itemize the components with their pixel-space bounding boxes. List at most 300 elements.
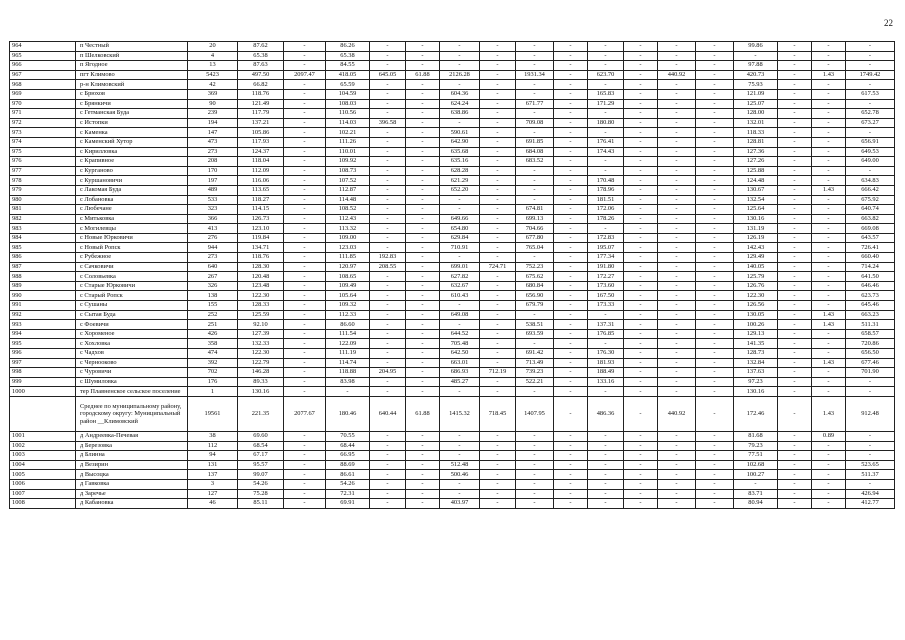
- table-cell: -: [480, 61, 516, 71]
- table-cell: 174.43: [588, 147, 624, 157]
- table-cell: -: [480, 272, 516, 282]
- settlement-name: с Сачковичи: [76, 262, 188, 272]
- table-cell: -: [370, 195, 406, 205]
- table-cell: -: [284, 51, 326, 61]
- table-cell: -: [696, 368, 734, 378]
- table-cell: -: [624, 339, 658, 349]
- table-cell: -: [440, 61, 480, 71]
- table-cell: -: [480, 301, 516, 311]
- table-cell: 95.57: [238, 460, 284, 470]
- table-cell: -: [406, 281, 440, 291]
- table-cell: -: [554, 479, 588, 489]
- settlement-name: тер Плавненское сельское поселение: [76, 387, 188, 397]
- table-cell: -: [846, 479, 895, 489]
- table-cell: -: [696, 377, 734, 387]
- row-number: 996: [10, 349, 76, 359]
- table-cell: -: [624, 431, 658, 441]
- settlement-name: п Ягодное: [76, 61, 188, 71]
- table-cell: -: [554, 377, 588, 387]
- table-cell: 130.05: [734, 310, 778, 320]
- table-cell: -: [440, 118, 480, 128]
- table-cell: 171.29: [588, 99, 624, 109]
- table-row: [10, 157, 895, 167]
- table-cell: -: [554, 489, 588, 499]
- table-cell: -: [554, 42, 588, 52]
- table-cell: -: [696, 470, 734, 480]
- table-cell: -: [812, 205, 846, 215]
- table-cell: -: [812, 99, 846, 109]
- table-cell: -: [812, 460, 846, 470]
- table-cell: -: [658, 281, 696, 291]
- table-cell: 84.55: [326, 61, 370, 71]
- table-cell: 123.10: [238, 224, 284, 234]
- table-cell: -: [370, 42, 406, 52]
- table-cell: -: [624, 499, 658, 509]
- table-cell: -: [406, 320, 440, 330]
- table-cell: -: [370, 451, 406, 461]
- table-cell: -: [778, 396, 812, 431]
- table-cell: -: [326, 387, 370, 397]
- table-cell: -: [696, 451, 734, 461]
- table-cell: -: [480, 253, 516, 263]
- table-cell: -: [658, 253, 696, 263]
- table-cell: -: [554, 329, 588, 339]
- row-number: 980: [10, 195, 76, 205]
- row-number: 984: [10, 233, 76, 243]
- table-cell: -: [588, 479, 624, 489]
- table-cell: -: [406, 441, 440, 451]
- table-cell: 1931.34: [516, 70, 554, 80]
- table-cell: 137.31: [588, 320, 624, 330]
- table-cell: -: [406, 262, 440, 272]
- settlement-name: с Митьковка: [76, 214, 188, 224]
- table-cell: 656.91: [846, 137, 895, 147]
- table-cell: -: [370, 89, 406, 99]
- table-cell: 118.76: [238, 253, 284, 263]
- table-cell: -: [554, 80, 588, 90]
- table-cell: 107.52: [326, 176, 370, 186]
- table-cell: 127.39: [238, 329, 284, 339]
- table-cell: -: [812, 377, 846, 387]
- table-cell: 273: [188, 147, 238, 157]
- table-cell: 641.50: [846, 272, 895, 282]
- table-cell: 125.79: [734, 272, 778, 282]
- table-cell: 413: [188, 224, 238, 234]
- table-cell: 13: [188, 61, 238, 71]
- table-cell: -: [370, 166, 406, 176]
- table-cell: 90: [188, 99, 238, 109]
- table-cell: -: [624, 51, 658, 61]
- table-cell: 118.33: [734, 128, 778, 138]
- table-cell: 649.66: [440, 214, 480, 224]
- page-number: 22: [884, 18, 893, 28]
- table-cell: 677.46: [846, 358, 895, 368]
- table-cell: 208.55: [370, 262, 406, 272]
- table-cell: -: [846, 377, 895, 387]
- table-cell: 72.31: [326, 489, 370, 499]
- table-cell: -: [696, 224, 734, 234]
- table-cell: -: [588, 42, 624, 52]
- table-cell: 512.48: [440, 460, 480, 470]
- table-row: [10, 431, 895, 441]
- table-cell: -: [778, 137, 812, 147]
- table-cell: -: [284, 291, 326, 301]
- table-cell: 366: [188, 214, 238, 224]
- table-cell: 132.54: [734, 195, 778, 205]
- table-cell: -: [658, 272, 696, 282]
- table-cell: -: [284, 339, 326, 349]
- table-cell: -: [516, 310, 554, 320]
- settlement-name: п Честный: [76, 42, 188, 52]
- table-cell: -: [658, 349, 696, 359]
- table-cell: -: [284, 89, 326, 99]
- table-cell: -: [370, 61, 406, 71]
- table-cell: 617.53: [846, 89, 895, 99]
- table-cell: -: [778, 157, 812, 167]
- table-cell: -: [554, 109, 588, 119]
- table-cell: -: [658, 339, 696, 349]
- table-cell: 65.38: [326, 51, 370, 61]
- table-cell: -: [812, 272, 846, 282]
- table-row: [10, 42, 895, 52]
- table-cell: -: [778, 441, 812, 451]
- table-cell: 117.79: [238, 109, 284, 119]
- table-cell: -: [284, 441, 326, 451]
- settlement-name: д Блинна: [76, 451, 188, 461]
- table-cell: -: [812, 128, 846, 138]
- table-cell: 105.86: [238, 128, 284, 138]
- table-cell: -: [658, 89, 696, 99]
- table-cell: 128.33: [238, 301, 284, 311]
- table-cell: -: [370, 460, 406, 470]
- table-cell: -: [658, 301, 696, 311]
- table-cell: 108.03: [326, 99, 370, 109]
- table-cell: -: [812, 233, 846, 243]
- table-cell: -: [554, 262, 588, 272]
- table-cell: -: [284, 61, 326, 71]
- table-cell: -: [370, 109, 406, 119]
- table-cell: -: [812, 349, 846, 359]
- table-cell: 623.73: [846, 291, 895, 301]
- table-cell: -: [480, 157, 516, 167]
- table-cell: 111.19: [326, 349, 370, 359]
- table-cell: -: [812, 339, 846, 349]
- table-cell: -: [480, 339, 516, 349]
- table-cell: -: [624, 262, 658, 272]
- table-cell: 709.08: [516, 118, 554, 128]
- table-row: [10, 253, 895, 263]
- table-cell: -: [778, 224, 812, 234]
- table-cell: 121.49: [238, 99, 284, 109]
- table-cell: -: [588, 339, 624, 349]
- table-row: [10, 339, 895, 349]
- row-number: 970: [10, 99, 76, 109]
- table-cell: -: [406, 349, 440, 359]
- tariff-table: [9, 41, 895, 509]
- table-cell: -: [812, 137, 846, 147]
- table-cell: -: [588, 166, 624, 176]
- table-cell: -: [284, 377, 326, 387]
- table-cell: -: [658, 358, 696, 368]
- table-cell: -: [370, 470, 406, 480]
- table-cell: 70.55: [326, 431, 370, 441]
- table-cell: -: [284, 128, 326, 138]
- table-cell: -: [624, 329, 658, 339]
- table-cell: 675.62: [516, 272, 554, 282]
- table-cell: -: [480, 51, 516, 61]
- table-cell: 113.32: [326, 224, 370, 234]
- table-cell: 111.85: [326, 253, 370, 263]
- table-cell: -: [406, 80, 440, 90]
- table-cell: -: [624, 281, 658, 291]
- table-cell: 0.89: [812, 431, 846, 441]
- row-number: 994: [10, 329, 76, 339]
- table-cell: -: [778, 70, 812, 80]
- table-cell: -: [370, 358, 406, 368]
- table-cell: 195.07: [588, 243, 624, 253]
- table-cell: -: [588, 387, 624, 397]
- table-cell: 2097.47: [284, 70, 326, 80]
- table-cell: 126.56: [734, 301, 778, 311]
- table-cell: 130.16: [734, 214, 778, 224]
- table-cell: 2126.28: [440, 70, 480, 80]
- row-number: 989: [10, 281, 76, 291]
- table-cell: 944: [188, 243, 238, 253]
- table-cell: 239: [188, 109, 238, 119]
- table-cell: 691.85: [516, 137, 554, 147]
- table-cell: -: [516, 185, 554, 195]
- table-cell: -: [696, 262, 734, 272]
- table-cell: 671.77: [516, 99, 554, 109]
- table-cell: 522.21: [516, 377, 554, 387]
- table-cell: 102.21: [326, 128, 370, 138]
- table-cell: -: [406, 224, 440, 234]
- table-cell: 181.93: [588, 358, 624, 368]
- table-cell: -: [778, 214, 812, 224]
- table-cell: -: [588, 441, 624, 451]
- table-cell: -: [480, 205, 516, 215]
- table-cell: -: [406, 195, 440, 205]
- table-cell: -: [658, 320, 696, 330]
- table-cell: -: [406, 329, 440, 339]
- table-cell: -: [554, 70, 588, 80]
- table-cell: 97.88: [734, 61, 778, 71]
- table-cell: -: [658, 118, 696, 128]
- table-cell: 99.07: [238, 470, 284, 480]
- table-cell: 114.03: [326, 118, 370, 128]
- table-cell: -: [778, 301, 812, 311]
- table-cell: -: [480, 320, 516, 330]
- table-cell: 765.04: [516, 243, 554, 253]
- table-cell: -: [370, 185, 406, 195]
- table-cell: -: [370, 441, 406, 451]
- table-cell: 624.24: [440, 99, 480, 109]
- table-cell: 140.05: [734, 262, 778, 272]
- table-row: [10, 387, 895, 397]
- settlement-name: с Рубежное: [76, 253, 188, 263]
- table-cell: -: [696, 431, 734, 441]
- table-cell: -: [406, 301, 440, 311]
- table-cell: -: [778, 253, 812, 263]
- table-cell: -: [696, 320, 734, 330]
- table-cell: 191.80: [588, 262, 624, 272]
- table-cell: -: [516, 339, 554, 349]
- table-cell: -: [480, 214, 516, 224]
- table-cell: -: [284, 368, 326, 378]
- table-cell: 112.33: [326, 310, 370, 320]
- table-cell: -: [554, 195, 588, 205]
- table-cell: -: [624, 377, 658, 387]
- table-cell: -: [284, 118, 326, 128]
- table-cell: 109.32: [326, 301, 370, 311]
- settlement-name: п Шелковский: [76, 51, 188, 61]
- settlement-name: с Каменка: [76, 128, 188, 138]
- table-cell: -: [440, 320, 480, 330]
- table-cell: -: [696, 329, 734, 339]
- table-cell: -: [624, 368, 658, 378]
- table-cell: 112: [188, 441, 238, 451]
- table-cell: -: [554, 224, 588, 234]
- row-number: 965: [10, 51, 76, 61]
- table-cell: -: [284, 320, 326, 330]
- table-cell: -: [696, 176, 734, 186]
- settlement-name: с Брянкичи: [76, 99, 188, 109]
- table-cell: 126.19: [734, 233, 778, 243]
- row-number: 972: [10, 118, 76, 128]
- table-row: [10, 272, 895, 282]
- settlement-name: с Новый Ропск: [76, 243, 188, 253]
- summary-row: [10, 396, 895, 431]
- table-cell: -: [624, 128, 658, 138]
- table-cell: 718.45: [480, 396, 516, 431]
- settlement-name: с Старые Юрковичи: [76, 281, 188, 291]
- settlement-name: с Брюхов: [76, 89, 188, 99]
- table-cell: -: [812, 89, 846, 99]
- table-cell: 273: [188, 253, 238, 263]
- table-cell: -: [406, 176, 440, 186]
- table-cell: -: [812, 262, 846, 272]
- table-cell: 129.49: [734, 253, 778, 263]
- table-cell: 20: [188, 42, 238, 52]
- table-cell: -: [778, 339, 812, 349]
- table-cell: -: [696, 157, 734, 167]
- table-cell: -: [778, 451, 812, 461]
- table-cell: -: [778, 431, 812, 441]
- table-cell: 912.48: [846, 396, 895, 431]
- table-cell: -: [658, 431, 696, 441]
- row-number: 1001: [10, 431, 76, 441]
- table-cell: -: [778, 205, 812, 215]
- table-cell: -: [284, 195, 326, 205]
- table-cell: -: [284, 387, 326, 397]
- table-cell: -: [846, 431, 895, 441]
- table-cell: 474: [188, 349, 238, 359]
- table-cell: 118.76: [238, 89, 284, 99]
- table-cell: 251: [188, 320, 238, 330]
- table-cell: -: [658, 109, 696, 119]
- table-cell: -: [554, 214, 588, 224]
- table-cell: -: [440, 205, 480, 215]
- table-cell: -: [284, 109, 326, 119]
- table-cell: 125.59: [238, 310, 284, 320]
- table-cell: 396.58: [370, 118, 406, 128]
- table-cell: -: [812, 281, 846, 291]
- table-cell: 656.90: [516, 291, 554, 301]
- table-cell: -: [812, 224, 846, 234]
- table-cell: 701.90: [846, 368, 895, 378]
- table-cell: 127.26: [734, 157, 778, 167]
- table-cell: -: [554, 157, 588, 167]
- table-cell: 172.06: [588, 205, 624, 215]
- table-row: [10, 460, 895, 470]
- table-cell: -: [516, 128, 554, 138]
- table-cell: 125.64: [734, 205, 778, 215]
- table-cell: -: [284, 166, 326, 176]
- table-cell: -: [370, 128, 406, 138]
- table-row: [10, 99, 895, 109]
- table-cell: 131.19: [734, 224, 778, 234]
- settlement-name: с Хороменое: [76, 329, 188, 339]
- table-cell: 649.08: [440, 310, 480, 320]
- table-cell: 119.84: [238, 233, 284, 243]
- table-cell: -: [624, 166, 658, 176]
- row-number: 977: [10, 166, 76, 176]
- table-cell: 590.61: [440, 128, 480, 138]
- table-cell: 392: [188, 358, 238, 368]
- table-cell: 426.94: [846, 489, 895, 499]
- table-cell: 640.44: [370, 396, 406, 431]
- table-cell: -: [554, 358, 588, 368]
- table-cell: -: [696, 396, 734, 431]
- table-cell: -: [696, 118, 734, 128]
- table-cell: -: [624, 301, 658, 311]
- table-cell: -: [406, 99, 440, 109]
- table-cell: -: [658, 451, 696, 461]
- table-cell: -: [624, 441, 658, 451]
- table-cell: 130.67: [734, 185, 778, 195]
- row-number: [10, 396, 76, 431]
- table-cell: 112.87: [326, 185, 370, 195]
- table-cell: 656.50: [846, 349, 895, 359]
- table-cell: -: [480, 441, 516, 451]
- table-cell: -: [778, 470, 812, 480]
- table-cell: 173.33: [588, 301, 624, 311]
- table-cell: -: [846, 61, 895, 71]
- table-cell: 176: [188, 377, 238, 387]
- table-row: [10, 281, 895, 291]
- table-cell: -: [516, 89, 554, 99]
- table-cell: -: [588, 470, 624, 480]
- table-row: [10, 243, 895, 253]
- table-cell: -: [284, 42, 326, 52]
- table-cell: -: [588, 61, 624, 71]
- table-cell: 85.11: [238, 499, 284, 509]
- table-cell: -: [370, 499, 406, 509]
- row-number: 1002: [10, 441, 76, 451]
- table-cell: 99.86: [734, 42, 778, 52]
- table-cell: -: [406, 89, 440, 99]
- table-cell: -: [588, 51, 624, 61]
- table-cell: -: [588, 109, 624, 119]
- table-cell: 1.43: [812, 320, 846, 330]
- table-cell: 693.59: [516, 329, 554, 339]
- row-number: 974: [10, 137, 76, 147]
- table-cell: 658.57: [846, 329, 895, 339]
- table-cell: -: [284, 499, 326, 509]
- table-cell: 137.21: [238, 118, 284, 128]
- table-cell: -: [284, 281, 326, 291]
- table-cell: -: [406, 489, 440, 499]
